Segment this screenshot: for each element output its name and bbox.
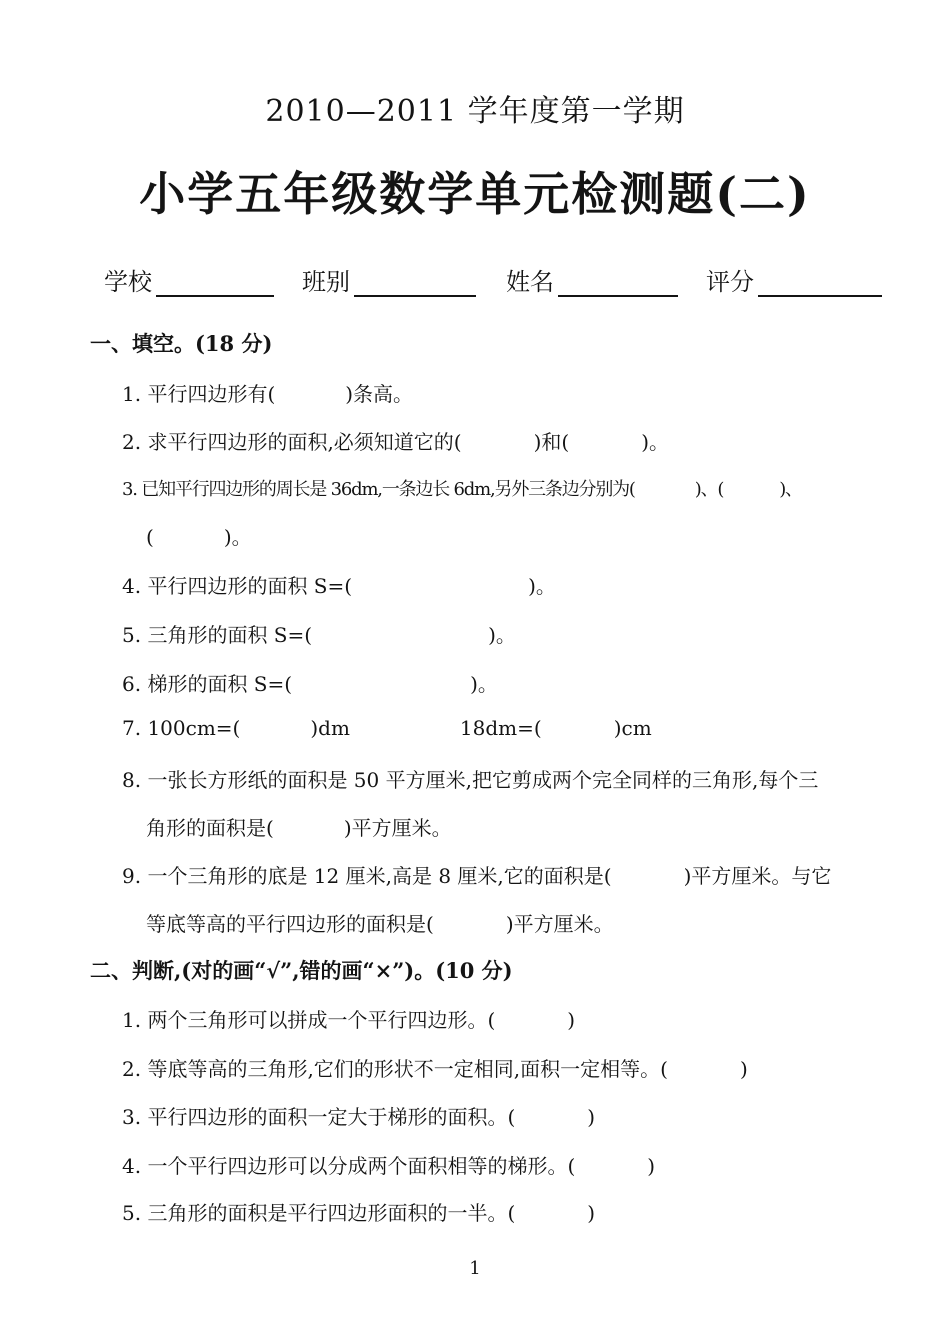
judge-close: )	[587, 1105, 596, 1129]
judge-text: 1. 两个三角形可以拼成一个平行四边形。(	[122, 1008, 496, 1032]
exam-title: 小学五年级数学单元检测题(二)	[139, 167, 811, 221]
class-label: 班别	[302, 268, 350, 296]
q3-text: 3. 已知平行四边形的周长是 36dm,一条边长 6dm,另外三条边分别为(	[122, 479, 635, 500]
q8-text-cont: 角形的面积是(	[146, 816, 274, 840]
name-blank[interactable]	[558, 271, 678, 297]
q3-open: (	[146, 525, 154, 549]
question-1-5	[122, 619, 516, 648]
question-1-9	[122, 860, 831, 889]
question-1-3-cont	[146, 521, 252, 550]
judge-text: 4. 一个平行四边形可以分成两个面积相等的梯形。(	[122, 1154, 576, 1178]
school-blank[interactable]	[156, 271, 274, 297]
judge-item-2	[122, 1053, 748, 1082]
judge-close: )	[647, 1154, 656, 1178]
q3-close: )。	[223, 525, 252, 549]
judge-item-1	[122, 1004, 575, 1033]
q2-text-end: )。	[641, 430, 670, 454]
score-field[interactable]	[706, 262, 882, 297]
term-heading: 2010—2011 学年度第一学期	[265, 94, 685, 129]
school-field[interactable]	[104, 262, 274, 297]
q6-text-end: )。	[470, 672, 498, 696]
school-label: 学校	[104, 268, 152, 296]
q4-text: 4. 平行四边形的面积 S=(	[122, 574, 353, 598]
q1-text: 1. 平行四边形有(	[122, 382, 276, 406]
q7-unit-cm: )cm	[613, 716, 652, 740]
judge-item-5	[122, 1197, 595, 1226]
q5-text-end: )。	[488, 623, 516, 647]
q7-text-2: 18dm=(	[459, 716, 542, 740]
judge-close: )	[567, 1008, 576, 1032]
q6-text: 6. 梯形的面积 S=(	[122, 672, 293, 696]
question-1-9-cont	[146, 908, 614, 937]
q9-text-mid: )平方厘米。与它	[683, 864, 832, 888]
question-1-1	[122, 378, 413, 407]
section2-heading: 二、判断,(对的画“√”,错的画“×”)。(10 分)	[90, 958, 513, 983]
q4-text-end: )。	[528, 574, 556, 598]
question-1-8-cont	[146, 812, 452, 841]
q7-text: 7. 100cm=(	[122, 716, 241, 740]
section1-heading: 一、填空。(18 分)	[90, 331, 273, 356]
q9-text-end: )平方厘米。	[505, 912, 614, 936]
q7-unit-dm: )dm	[310, 716, 350, 740]
q2-text: 2. 求平行四边形的面积,必须知道它的(	[122, 430, 462, 454]
judge-close: )	[587, 1201, 596, 1225]
score-blank[interactable]	[758, 271, 882, 297]
name-label: 姓名	[506, 268, 554, 296]
question-1-7	[122, 716, 652, 740]
q3-text-mid: )、(	[694, 479, 724, 500]
judge-close: )	[739, 1057, 748, 1081]
judge-text: 2. 等底等高的三角形,它们的形状不一定相同,面积一定相等。(	[122, 1057, 668, 1081]
name-field[interactable]	[506, 262, 678, 297]
q5-text: 5. 三角形的面积 S=(	[122, 623, 313, 647]
q9-text-cont: 等底等高的平行四边形的面积是(	[146, 912, 434, 936]
class-blank[interactable]	[354, 271, 476, 297]
q9-text: 9. 一个三角形的底是 12 厘米,高是 8 厘米,它的面积是(	[122, 864, 612, 888]
q8-text-end: )平方厘米。	[343, 816, 452, 840]
judge-text: 5. 三角形的面积是平行四边形面积的一半。(	[122, 1201, 516, 1225]
judge-text: 3. 平行四边形的面积一定大于梯形的面积。(	[122, 1105, 516, 1129]
score-label: 评分	[706, 268, 754, 296]
question-1-4	[122, 570, 556, 599]
q8-text: 8. 一张长方形纸的面积是 50 平方厘米,把它剪成两个完全同样的三角形,每个三	[122, 768, 819, 792]
question-1-2	[122, 426, 669, 455]
judge-item-4	[122, 1150, 655, 1179]
question-1-6	[122, 668, 498, 697]
question-1-8	[122, 764, 818, 793]
page-number: 1	[469, 1258, 481, 1279]
q2-text-mid: )和(	[533, 430, 570, 454]
q3-text-end: )、	[779, 479, 802, 500]
judge-item-3	[122, 1101, 595, 1130]
question-1-3	[122, 475, 802, 501]
q1-text-end: )条高。	[345, 382, 414, 406]
class-field[interactable]	[302, 262, 476, 297]
